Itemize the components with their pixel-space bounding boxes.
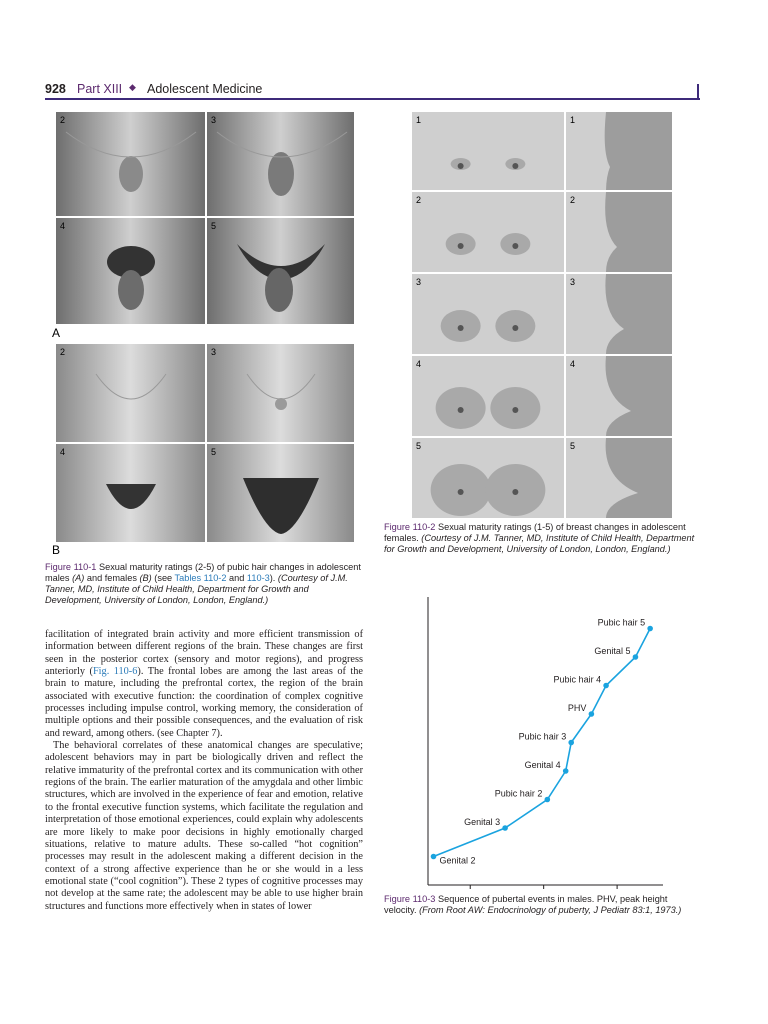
paragraph-text: facilitation of integrated brain activity and more efficient transmission of information between different regions of the brain. These changes are first seen in the posterior cortex (sensory and motor regions), and progress anteriorly ( [45,629,363,678]
point-label: Pubic hair 3 [518,731,567,742]
stage-number: 5 [211,447,217,457]
section-title: Adolescent Medicine [147,82,263,96]
photo-breast-stage-3-side [566,274,672,354]
pubertal-sequence-chart [420,595,670,895]
paragraph-text: ). The frontal lobes are among the last areas of the brain to mature, including the prefrontal cortex, the region of the brain associated with executive function: the coordination of complex cognitive processes including impulse control, working memory, the consideration of multiple options and their possible consequences, and the evaluation of risk and reward, among others. (see Chapter 7). [45,666,364,739]
point-label: Genital 3 [464,817,501,827]
photo-female-stage-3 [207,344,354,442]
point-label: Pubic hair 5 [597,617,646,628]
figure-110-2-caption [384,522,700,555]
data-point [545,797,551,803]
stage-number: 4 [60,221,66,231]
stage-number: 3 [211,115,217,125]
photo-breast-stage-5-side [566,438,672,518]
running-header [45,80,700,100]
figure-link[interactable]: Fig. 110-6 [92,666,138,678]
stage-number: 2 [60,347,66,357]
photo-male-stage-4 [56,218,205,324]
header-rule-tick [697,84,699,100]
point-label: Genital 4 [524,760,561,770]
stage-number: 2 [416,195,422,205]
photo-breast-stage-4-side [566,356,672,436]
stage-number: 3 [211,347,217,357]
stage-number: 3 [570,277,576,287]
data-point [568,740,574,746]
caption-text: ). [269,573,278,583]
stage-number: 4 [60,447,66,457]
stage-number: 4 [416,359,422,369]
figure-label: Figure 110-1 [45,562,97,572]
photo-breast-stage-2-side [566,192,672,272]
photo-breast-stage-3-front [412,274,564,354]
stage-number: 3 [416,277,422,287]
photo-female-stage-5 [207,444,354,542]
data-point [647,626,653,632]
part-label: Part XIII [77,82,123,96]
stage-number: 5 [211,221,217,231]
table-link[interactable]: Tables 110-2 [174,573,227,583]
caption-text: and females [84,573,140,583]
point-label: Genital 2 [439,855,476,866]
page-number: 928 [45,82,66,96]
photo-male-stage-3 [207,112,354,216]
stage-number: 2 [570,195,576,205]
stage-number: 1 [570,115,576,125]
caption-courtesy: (Courtesy of J.M. Tanner, MD, Institute of Child Health, Department for Growth and Development, University of London, London, England.) [384,533,695,554]
data-point [603,683,609,689]
photo-breast-stage-2-front [412,192,564,272]
figure-110-1-caption [45,562,365,606]
data-point [589,711,595,717]
data-point [633,654,639,660]
data-point [431,854,437,860]
data-point [502,825,508,831]
paragraph [45,629,363,740]
stage-number: 4 [570,359,576,369]
caption-text: Sexual maturity ratings (2-5) of pubic hair changes in adolescent males [45,562,361,583]
caption-b: (B) [139,573,152,583]
paragraph: The behavioral correlates of these anatomical changes are speculative; adolescent behaviors may in part be biologically driven and reflect the relative immaturity of the prefrontal cortex and its communication with other regions of the brain. The earlier maturation of the amygdala and other limbic structures, which are involved in the experience of fear and emotion, relative to the frontal executive function systems, which facilitate the regulation and interpretation of those emotional experiences, could explain why adolescents are more likely to make poor decisions in highly emotionally charged situations, relative to mature adults. These so-called “hot cognition” processes may result in the adolescent making a different decision in the context of a strong affective experience than he or she would in a less emotional state (“cool cognition”). These 2 types of cognitive processes may not develop at the same rate; the adolescent may be able to use higher brain structures and functions more effectively when in states of lower [45,740,363,912]
point-label: Pubic hair 4 [553,674,602,685]
figure-label: Figure 110-2 [384,522,436,532]
stage-number: 2 [60,115,66,125]
caption-text: (see [151,573,175,583]
stage-number: 5 [570,441,576,451]
diamond-icon: ◆ [129,82,136,92]
point-label: Pubic hair 2 [494,788,543,799]
caption-text: Sequence of pubertal events in males. PHV, peak height velocity. [384,894,668,915]
photo-breast-stage-5-front [412,438,564,518]
photo-breast-stage-1-side [566,112,672,190]
caption-text: and [226,573,247,583]
caption-text: Sexual maturity ratings (1-5) of breast changes in adolescent females. [384,522,686,543]
photo-breast-stage-1-front [412,112,564,190]
photo-male-stage-5 [207,218,354,324]
table-link[interactable]: 110-3 [246,573,270,583]
figure-110-3-caption [384,894,700,916]
photo-female-stage-2 [56,344,205,442]
photo-breast-stage-4-front [412,356,564,436]
caption-courtesy: (Courtesy of J.M. Tanner, MD, Institute of Child Health, Department for Growth and Development, University of London, London, England.) [45,573,348,605]
panel-label-b: B [52,543,61,557]
body-text [45,629,363,913]
figure-label: Figure 110-3 [384,894,436,904]
caption-a: (A) [72,573,85,583]
stage-number: 1 [416,115,422,125]
header-rule [45,98,700,100]
panel-label-a: A [52,326,61,340]
caption-source: (From Root AW: Endocrinology of puberty, J Pediatr 83:1, 1973.) [419,905,682,915]
photo-female-stage-4 [56,444,205,542]
stage-number: 5 [416,441,422,451]
point-label: Genital 5 [594,646,631,656]
photo-male-stage-2 [56,112,205,216]
point-label: PHV [567,703,587,713]
data-point [563,768,569,774]
